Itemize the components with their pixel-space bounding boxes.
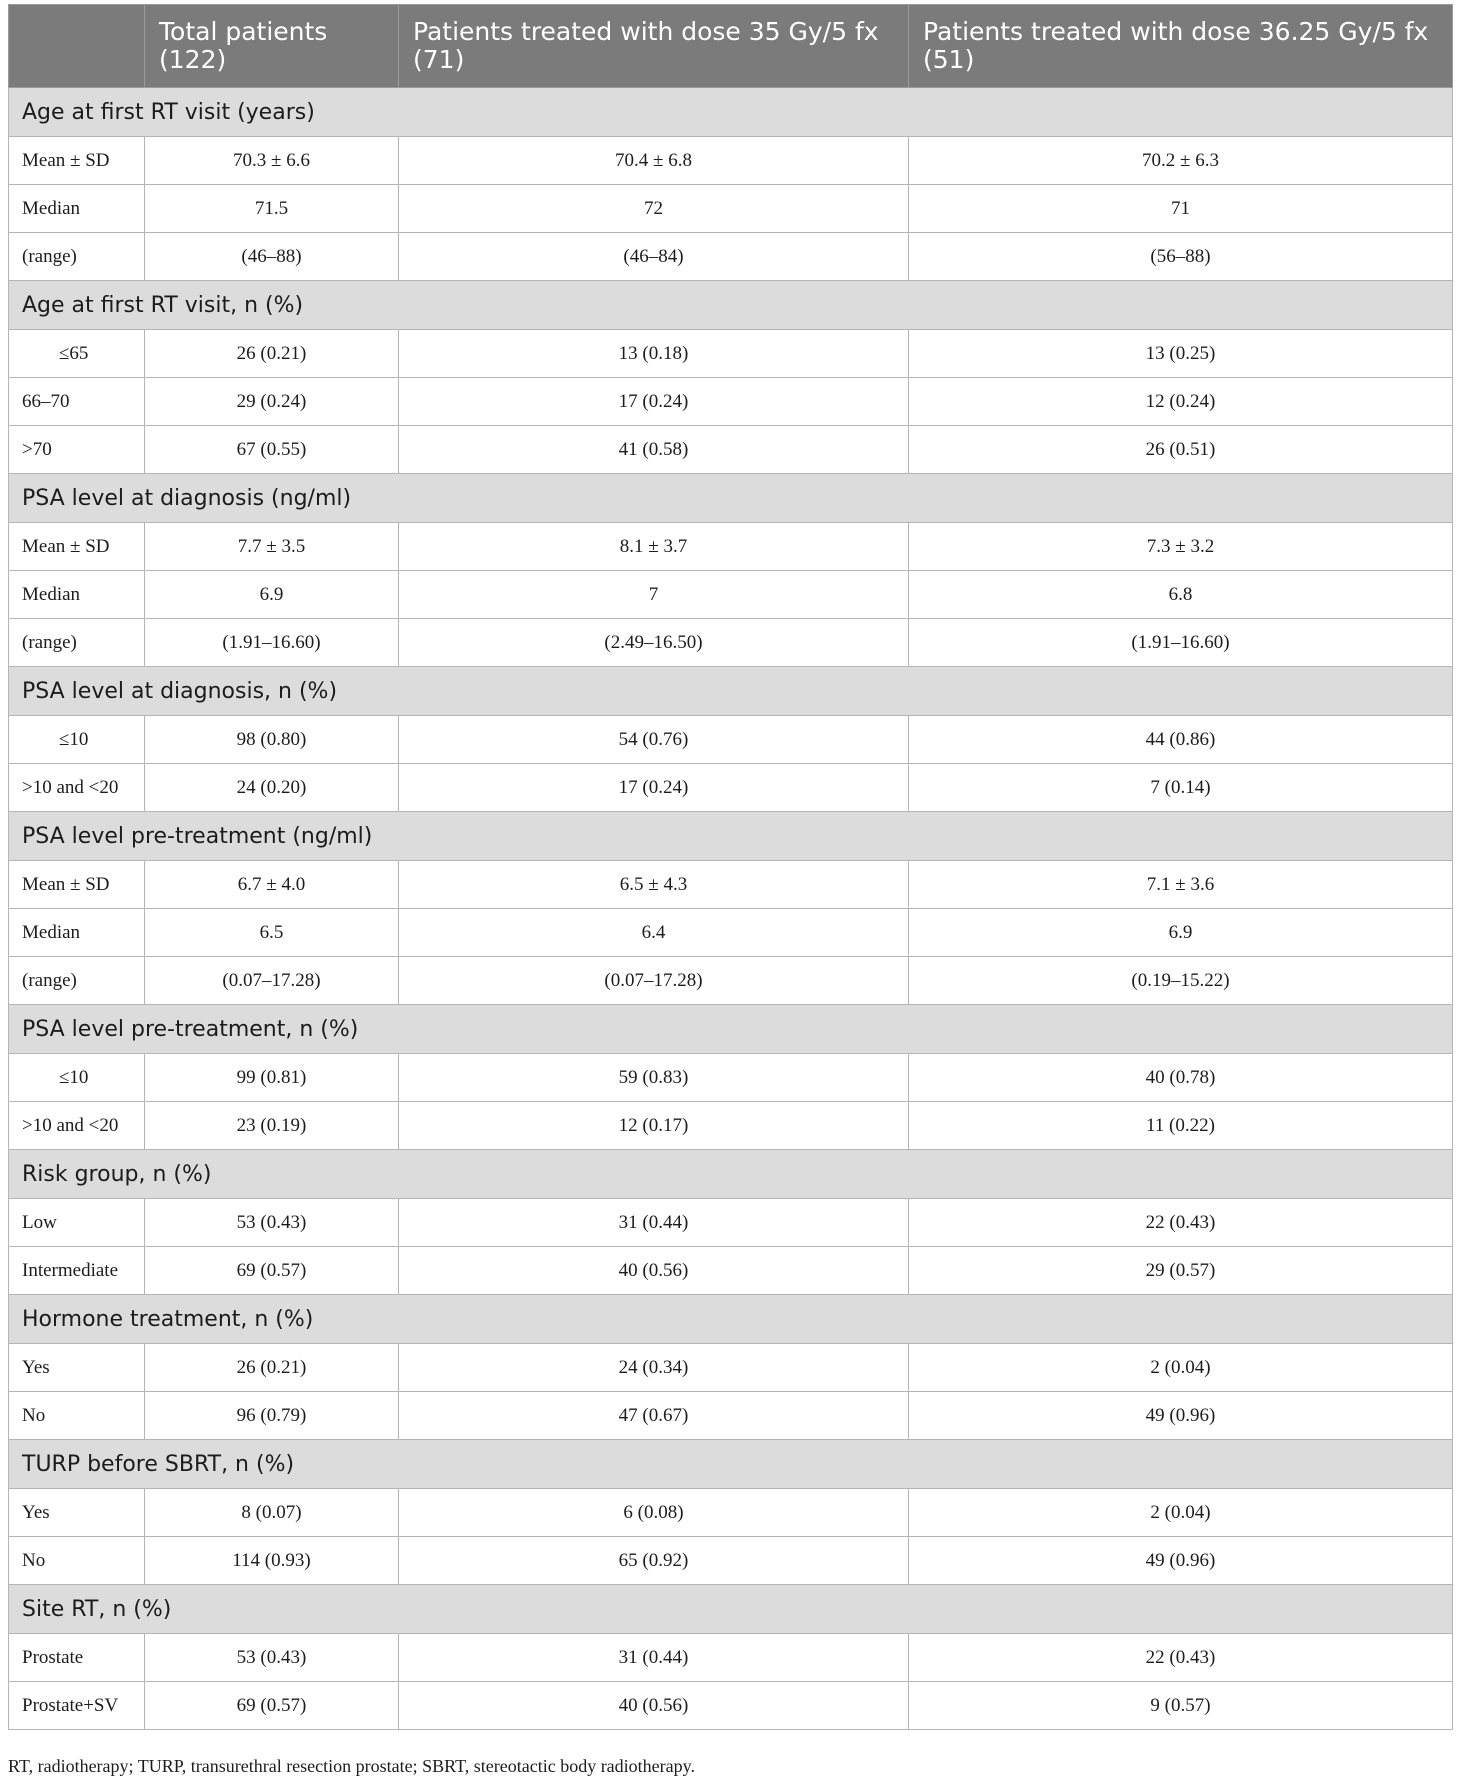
cell-36gy: 6.8 — [909, 571, 1453, 619]
cell-total: 69 (0.57) — [145, 1682, 399, 1730]
row-label: >70 — [9, 426, 145, 474]
cell-36gy: 26 (0.51) — [909, 426, 1453, 474]
section-row — [9, 1440, 1453, 1489]
cell-35gy: 59 (0.83) — [399, 1054, 909, 1102]
table-row — [9, 1489, 1453, 1537]
table-row — [9, 185, 1453, 233]
row-label: Median — [9, 185, 145, 233]
cell-total: 26 (0.21) — [145, 1344, 399, 1392]
cell-36gy: 2 (0.04) — [909, 1489, 1453, 1537]
cell-total: (0.07–17.28) — [145, 957, 399, 1005]
cell-total: (1.91–16.60) — [145, 619, 399, 667]
section-title: PSA level at diagnosis, n (%) — [9, 667, 1453, 716]
cell-36gy: 44 (0.86) — [909, 716, 1453, 764]
cell-total: 26 (0.21) — [145, 330, 399, 378]
cell-total: 8 (0.07) — [145, 1489, 399, 1537]
cell-total: 70.3 ± 6.6 — [145, 137, 399, 185]
section-title: PSA level at diagnosis (ng/ml) — [9, 474, 1453, 523]
section-row — [9, 667, 1453, 716]
patient-characteristics-table — [8, 4, 1453, 1730]
row-label: Median — [9, 571, 145, 619]
cell-36gy: 71 — [909, 185, 1453, 233]
row-label: Prostate — [9, 1634, 145, 1682]
cell-35gy: 17 (0.24) — [399, 764, 909, 812]
cell-total: 67 (0.55) — [145, 426, 399, 474]
section-row — [9, 88, 1453, 137]
cell-total: 99 (0.81) — [145, 1054, 399, 1102]
cell-35gy: 31 (0.44) — [399, 1199, 909, 1247]
cell-total: 6.5 — [145, 909, 399, 957]
row-label: Yes — [9, 1489, 145, 1537]
table-header — [9, 5, 1453, 88]
header-cell-total: Total patients (122) — [145, 5, 399, 88]
table-body — [9, 88, 1453, 1730]
cell-35gy: (0.07–17.28) — [399, 957, 909, 1005]
cell-35gy: 41 (0.58) — [399, 426, 909, 474]
table-row — [9, 1054, 1453, 1102]
row-label: No — [9, 1537, 145, 1585]
cell-35gy: (46–84) — [399, 233, 909, 281]
cell-35gy: 17 (0.24) — [399, 378, 909, 426]
section-title: TURP before SBRT, n (%) — [9, 1440, 1453, 1489]
table-row — [9, 619, 1453, 667]
cell-36gy: 13 (0.25) — [909, 330, 1453, 378]
row-label: >10 and <20 — [9, 1102, 145, 1150]
cell-35gy: 40 (0.56) — [399, 1247, 909, 1295]
cell-36gy: (56–88) — [909, 233, 1453, 281]
cell-36gy: 9 (0.57) — [909, 1682, 1453, 1730]
cell-35gy: 54 (0.76) — [399, 716, 909, 764]
row-label: Mean ± SD — [9, 137, 145, 185]
table-row — [9, 716, 1453, 764]
table-row — [9, 426, 1453, 474]
cell-36gy: 11 (0.22) — [909, 1102, 1453, 1150]
cell-total: 53 (0.43) — [145, 1634, 399, 1682]
cell-35gy: 72 — [399, 185, 909, 233]
cell-total: (46–88) — [145, 233, 399, 281]
table-row — [9, 1682, 1453, 1730]
section-row — [9, 1585, 1453, 1634]
cell-total: 114 (0.93) — [145, 1537, 399, 1585]
cell-35gy: 24 (0.34) — [399, 1344, 909, 1392]
row-label: (range) — [9, 619, 145, 667]
cell-36gy: 22 (0.43) — [909, 1199, 1453, 1247]
cell-total: 7.7 ± 3.5 — [145, 523, 399, 571]
cell-total: 23 (0.19) — [145, 1102, 399, 1150]
table-row — [9, 1247, 1453, 1295]
cell-35gy: 12 (0.17) — [399, 1102, 909, 1150]
section-title: PSA level pre-treatment (ng/ml) — [9, 812, 1453, 861]
cell-36gy: (0.19–15.22) — [909, 957, 1453, 1005]
cell-35gy: 31 (0.44) — [399, 1634, 909, 1682]
table-row — [9, 137, 1453, 185]
cell-total: 98 (0.80) — [145, 716, 399, 764]
cell-35gy: 40 (0.56) — [399, 1682, 909, 1730]
section-title: Site RT, n (%) — [9, 1585, 1453, 1634]
cell-36gy: (1.91–16.60) — [909, 619, 1453, 667]
cell-total: 53 (0.43) — [145, 1199, 399, 1247]
section-title: Age at first RT visit (years) — [9, 88, 1453, 137]
row-label: (range) — [9, 957, 145, 1005]
cell-total: 6.7 ± 4.0 — [145, 861, 399, 909]
table-row — [9, 1102, 1453, 1150]
table-row — [9, 571, 1453, 619]
cell-35gy: 65 (0.92) — [399, 1537, 909, 1585]
cell-36gy: 2 (0.04) — [909, 1344, 1453, 1392]
table-row — [9, 1634, 1453, 1682]
row-label: Prostate+SV — [9, 1682, 145, 1730]
section-row — [9, 812, 1453, 861]
cell-total: 96 (0.79) — [145, 1392, 399, 1440]
cell-36gy: 7.3 ± 3.2 — [909, 523, 1453, 571]
table-row — [9, 861, 1453, 909]
cell-36gy: 7.1 ± 3.6 — [909, 861, 1453, 909]
section-title: Hormone treatment, n (%) — [9, 1295, 1453, 1344]
cell-36gy: 49 (0.96) — [909, 1392, 1453, 1440]
table-row — [9, 233, 1453, 281]
cell-total: 6.9 — [145, 571, 399, 619]
row-label: >10 and <20 — [9, 764, 145, 812]
section-row — [9, 281, 1453, 330]
row-label: Mean ± SD — [9, 523, 145, 571]
section-row — [9, 1150, 1453, 1199]
section-title: Age at first RT visit, n (%) — [9, 281, 1453, 330]
row-label: No — [9, 1392, 145, 1440]
section-row — [9, 1005, 1453, 1054]
cell-36gy: 70.2 ± 6.3 — [909, 137, 1453, 185]
row-label: ≤65 — [9, 330, 145, 378]
cell-36gy: 29 (0.57) — [909, 1247, 1453, 1295]
table-row — [9, 1392, 1453, 1440]
row-label: Intermediate — [9, 1247, 145, 1295]
header-cell-label — [9, 5, 145, 88]
row-label: ≤10 — [9, 1054, 145, 1102]
cell-total: 69 (0.57) — [145, 1247, 399, 1295]
cell-36gy: 6.9 — [909, 909, 1453, 957]
table-row — [9, 1537, 1453, 1585]
table-row — [9, 957, 1453, 1005]
row-label: (range) — [9, 233, 145, 281]
section-title: PSA level pre-treatment, n (%) — [9, 1005, 1453, 1054]
cell-35gy: (2.49–16.50) — [399, 619, 909, 667]
table-container — [8, 4, 1452, 1730]
table-row — [9, 1199, 1453, 1247]
cell-36gy: 7 (0.14) — [909, 764, 1453, 812]
table-row — [9, 764, 1453, 812]
cell-35gy: 6 (0.08) — [399, 1489, 909, 1537]
section-title: Risk group, n (%) — [9, 1150, 1453, 1199]
table-row — [9, 378, 1453, 426]
row-label: Median — [9, 909, 145, 957]
table-row — [9, 909, 1453, 957]
section-row — [9, 1295, 1453, 1344]
cell-35gy: 13 (0.18) — [399, 330, 909, 378]
table-footnote: RT, radiotherapy; TURP, transurethral resection prostate; SBRT, stereotactic body radiotherapy. — [8, 1756, 695, 1776]
cell-36gy: 12 (0.24) — [909, 378, 1453, 426]
cell-36gy: 49 (0.96) — [909, 1537, 1453, 1585]
row-label: Yes — [9, 1344, 145, 1392]
cell-35gy: 8.1 ± 3.7 — [399, 523, 909, 571]
cell-35gy: 6.5 ± 4.3 — [399, 861, 909, 909]
header-cell-35gy: Patients treated with dose 35 Gy/5 fx (71) — [399, 5, 909, 88]
row-label: Low — [9, 1199, 145, 1247]
cell-total: 29 (0.24) — [145, 378, 399, 426]
cell-total: 71.5 — [145, 185, 399, 233]
table-row — [9, 523, 1453, 571]
header-cell-36gy: Patients treated with dose 36.25 Gy/5 fx (51) — [909, 5, 1453, 88]
cell-35gy: 7 — [399, 571, 909, 619]
cell-35gy: 47 (0.67) — [399, 1392, 909, 1440]
row-label: ≤10 — [9, 716, 145, 764]
cell-36gy: 40 (0.78) — [909, 1054, 1453, 1102]
table-row — [9, 330, 1453, 378]
section-row — [9, 474, 1453, 523]
table-row — [9, 1344, 1453, 1392]
row-label: 66–70 — [9, 378, 145, 426]
cell-35gy: 70.4 ± 6.8 — [399, 137, 909, 185]
cell-36gy: 22 (0.43) — [909, 1634, 1453, 1682]
cell-total: 24 (0.20) — [145, 764, 399, 812]
header-row — [9, 5, 1453, 88]
row-label: Mean ± SD — [9, 861, 145, 909]
cell-35gy: 6.4 — [399, 909, 909, 957]
